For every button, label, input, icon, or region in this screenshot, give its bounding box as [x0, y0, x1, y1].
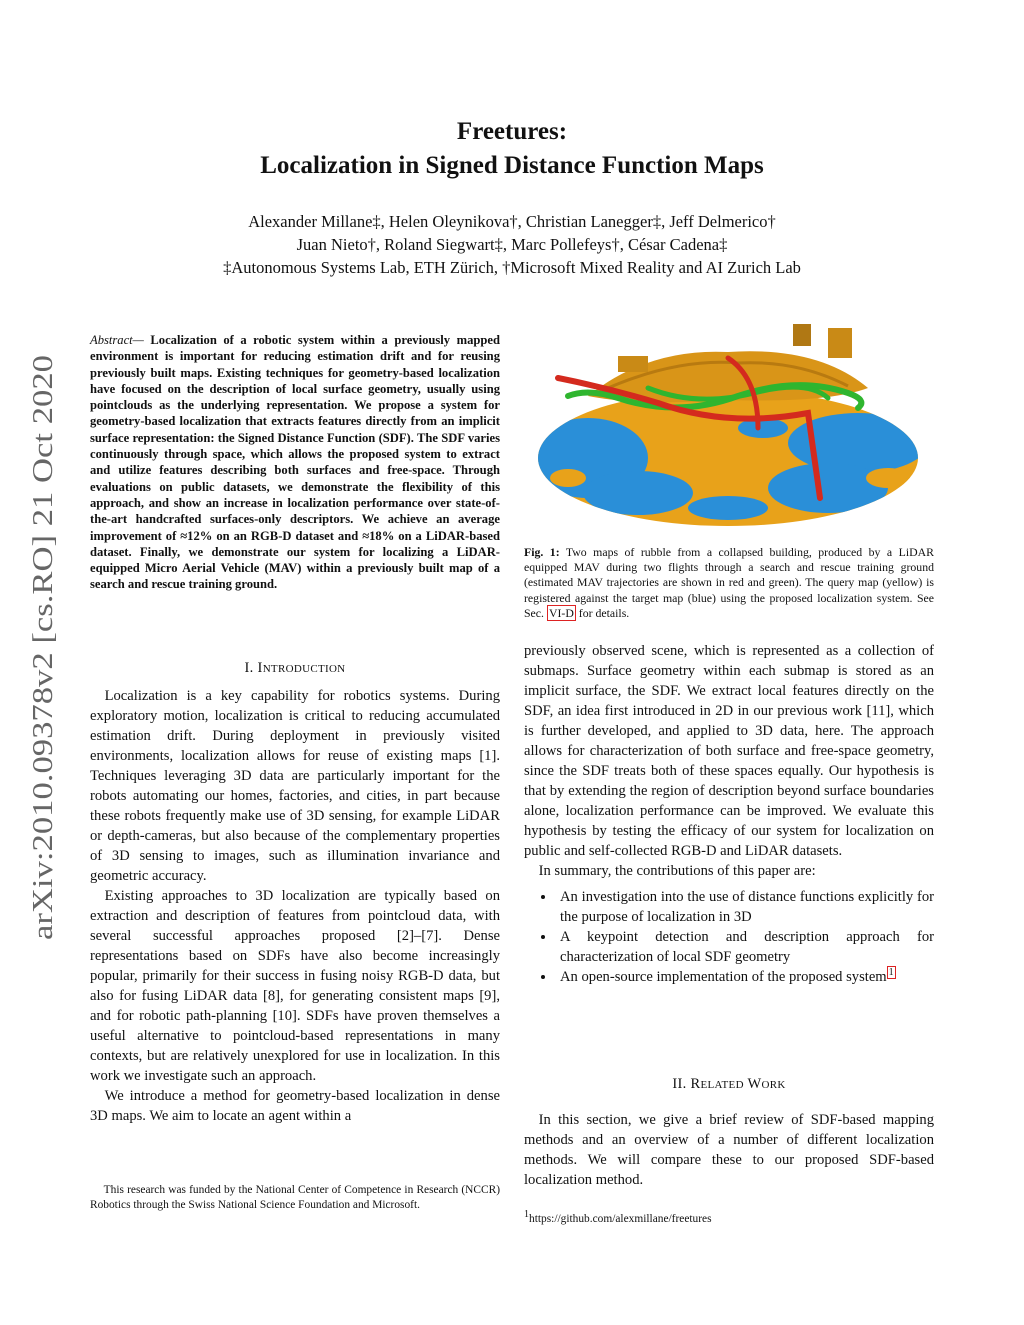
- section-title-rest: ORK: [761, 1079, 786, 1091]
- section-heading-introduction: [90, 660, 500, 677]
- rubble-map-illustration: [528, 318, 928, 536]
- affiliation-line: ‡Autonomous Systems Lab, ETH Zürich, †Microsoft Mixed Reality and AI Zurich Lab: [223, 258, 801, 277]
- abstract-lead: Abstract—: [90, 333, 144, 347]
- section-title-rest: NTRODUCTION: [262, 663, 346, 675]
- section-initial: R: [690, 1076, 701, 1092]
- intro-paragraph-1: Localization is a key capability for robotics systems. During exploratory motion, localization is critical to reducing accumulated estimation drift. During deployment in previously visited environments, localization allows for reuse of existing maps [1]. Techniques leveraging 3D data are particularly important for the robots automating our homes, factories, and cities, in part because these robots frequently make use of 3D sensing, for example LiDAR or depth-cameras, but also because of the complementary properties of 3D sensing to images, such as illumination invariance and geometric accuracy.: [90, 688, 500, 884]
- right-paragraph-1: previously observed scene, which is represented as a collection of submaps. Surface geometry within each submap is stored as an implicit surface, the SDF. We extract local features directly on the SDF, an idea first introduced in 2D in our previous work [11], which is further developed, and applied to 3D data, here. The approach allows for characterization of both surface and free-space geometry, since the SDF treats both of these spaces equally. Our hypothesis is that by extending the region of description beyond surface boundaries alone, localization performance can be improved. We evaluate this hypothesis by testing the efficacy of our system for localization on public and self-collected RGB-D and LiDAR datasets.: [524, 643, 934, 859]
- footnote-url[interactable]: https://github.com/alexmillane/freetures: [529, 1213, 712, 1225]
- section-number: II.: [672, 1076, 687, 1092]
- building-block-2: [793, 324, 811, 346]
- section-heading-related-work: [524, 1076, 934, 1093]
- url-footnote: [524, 1209, 934, 1227]
- contribution-item: [556, 967, 934, 987]
- abstract: [90, 332, 500, 593]
- paper-title-line1: Freetures:: [456, 118, 568, 145]
- contributions-list: [524, 887, 934, 987]
- contribution-item: • An investigation into the use of distance functions explicitly for the purpose of localization in 3D: [556, 887, 934, 927]
- caption-text-b: for details.: [575, 605, 630, 620]
- intro-paragraph-2: Existing approaches to 3D localization are typically based on extraction and description of features from pointcloud data, with several successful approaches proposed [2]–[7]. Dense representations based on SDFs have also become increasingly popular, primarily for their success in fusing noisy RGB-D data, but also for fusing LiDAR data [8], for generating consistent maps [9], and for robotic path-planning [10]. SDFs have proven themselves a useful alternative to pointcloud-based representations in many contexts, but are relatively unexplored for use in localization. In this work we investigate such an approach.: [90, 888, 500, 1084]
- figure-label: Fig. 1:: [524, 545, 560, 559]
- figure-1-map-render: [528, 318, 928, 536]
- author-line-1: Alexander Millane‡, Helen Oleynikova†, Christian Lanegger‡, Jeff Delmerico†: [248, 212, 776, 231]
- section-initial: W: [747, 1076, 762, 1092]
- arxiv-stamp-svg: [22, 350, 62, 950]
- building-block-3: [618, 356, 648, 372]
- section-title-rest: ELATED: [700, 1079, 744, 1091]
- contribution-item: • A keypoint detection and description approach for characterization of local SDF geometry: [556, 927, 934, 967]
- introduction-body: [90, 686, 500, 1126]
- footnote-link[interactable]: 1: [888, 967, 894, 979]
- arxiv-identifier: [22, 350, 62, 950]
- right-column-body: [524, 641, 934, 987]
- related-work-body: [524, 1110, 934, 1190]
- related-paragraph-1: In this section, we give a brief review of SDF-based mapping methods and an overview of a number of different localization methods. We will compare these to our proposed SDF-based localization method.: [524, 1112, 934, 1188]
- figure-1-caption: [524, 545, 934, 621]
- intro-paragraph-3: We introduce a method for geometry-based localization in dense 3D maps. We aim to locate an agent within a: [90, 1088, 500, 1124]
- arxiv-id-text: arXiv:2010.09378v2 [cs.RO] 21 Oct 2020: [27, 450, 59, 940]
- funding-footnote-text: This research was funded by the National Center of Competence in Research (NCCR) Robotics through the Swiss National Science Foundation and Microsoft.: [90, 1184, 500, 1211]
- abstract-text: Localization of a robotic system within a previously mapped environment is important for reducing estimation drift and for reusing previously built maps. Existing techniques for geometry-based localization have focused on the description of local surface geometry, usually using pointclouds as the underlying representation. We propose a system for geometry-based localization that extracts features directly from an implicit surface representation: the Signed Distance Function (SDF). The SDF varies continuously through space, which allows the proposed system to extract and utilize features describing both surfaces and free-space. Through evaluations on public datasets, we demonstrate the flexibility of this approach, and show an increase in localization performance over state-of-the-art handcrafted surfaces-only descriptors. We achieve an average improvement of ≈12% on an RGB-D dataset and ≈18% on a LiDAR-based dataset. Finally, we demonstrate our system for localizing a LiDAR-equipped Micro Aerial Vehicle (MAV) within a previously built map of a search and rescue training ground.: [90, 333, 500, 592]
- footnote-mark: 1: [524, 1209, 529, 1221]
- caption-text-a: Two maps of rubble from a collapsed building, produced by a LiDAR equipped MAV during two flights through a search and rescue training ground (estimated MAV trajectories are shown in red and green). The query map (yellow) is registered against the target map (blue) using the proposed localization system. See Sec.: [524, 545, 935, 620]
- paper-title-line2: Localization in Signed Distance Function Maps: [260, 152, 764, 179]
- contribution-item-text: An open-source implementation of the proposed system: [560, 969, 887, 985]
- section-initial: I: [257, 660, 263, 676]
- section-number: I.: [244, 660, 254, 676]
- building-block-1: [828, 328, 852, 358]
- author-line-2: Juan Nieto†, Roland Siegwart‡, Marc Pollefeys†, César Cadena‡: [296, 235, 728, 254]
- section-reference-link[interactable]: VI-D: [548, 605, 574, 620]
- funding-footnote: [90, 1183, 500, 1212]
- contributions-intro: In summary, the contributions of this paper are:: [538, 863, 816, 879]
